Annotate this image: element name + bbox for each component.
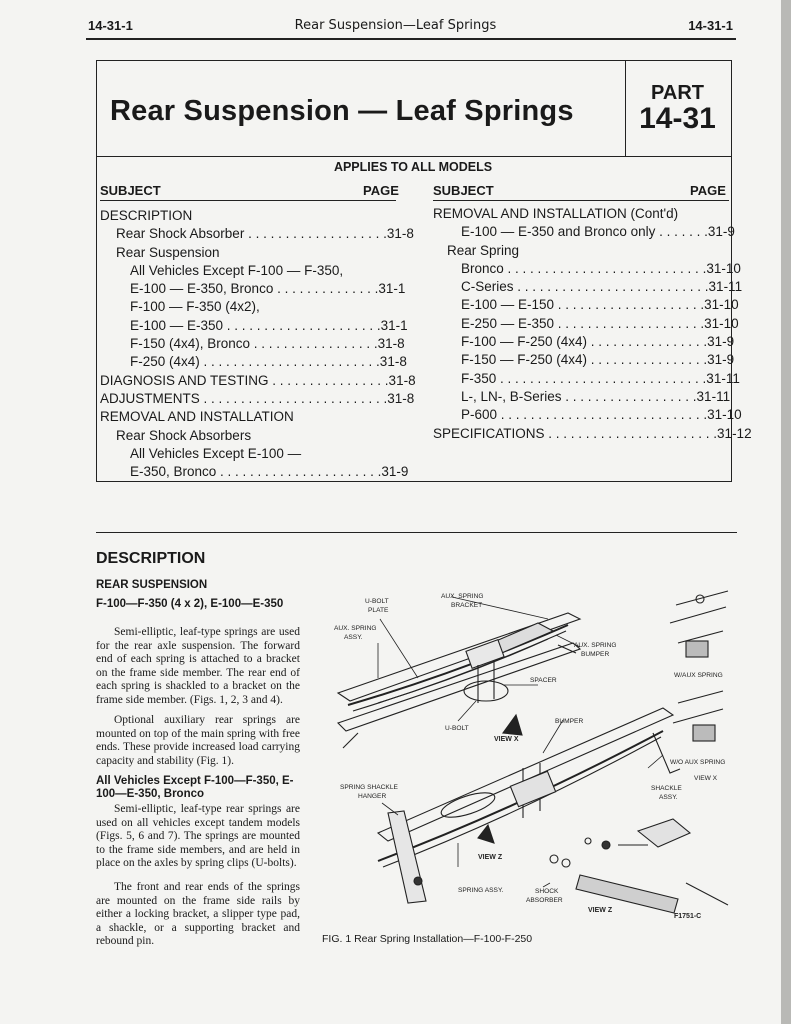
toc-entry: Rear Shock Absorbers	[116, 427, 252, 443]
rear-suspension-heading: REAR SUSPENSION	[96, 579, 208, 591]
toc-entry: All Vehicles Except E-100 —	[130, 445, 302, 461]
toc-entry: F-350 . . . . . . . . . . . . . . . . . . . . . . . . . . . .31-11	[461, 370, 740, 386]
part-number: 14-31	[639, 102, 716, 135]
toc-entry: E-100 — E-350 . . . . . . . . . . . . . . . . . . . . .31-1	[130, 317, 408, 333]
spring-assy-label: SPRING ASSY.	[458, 887, 504, 894]
no-aux-bumper-inset	[693, 725, 715, 741]
spacer-label: SPACER	[530, 677, 557, 684]
toc-entry: E-100 — E-350 and Bronco only . . . . . . .31-9	[461, 224, 735, 240]
figure-id: F1751-C	[674, 913, 702, 920]
view-z-arrow	[478, 825, 494, 843]
toc-entry: Bronco . . . . . . . . . . . . . . . . . . . . . . . . . . .31-10	[461, 260, 741, 276]
toc-entry: L-, LN-, B-Series . . . . . . . . . . . . . . . . . .31-11	[461, 388, 731, 404]
part-label: PART	[651, 82, 704, 104]
applies-to: APPLIES TO ALL MODELS	[333, 160, 493, 174]
toc-entry: REMOVAL AND INSTALLATION (Cont'd)	[433, 206, 679, 221]
aux-bracket-label: BRACKET	[451, 602, 483, 609]
aux-assy-label: AUX. SPRING	[334, 625, 377, 632]
axle-housing	[464, 681, 508, 701]
washer	[562, 859, 570, 867]
subject-heading-left: SUBJECT	[100, 183, 161, 198]
title-divider	[96, 156, 731, 157]
toc-entry: P-600 . . . . . . . . . . . . . . . . . . . . . . . . . . . .31-10	[461, 407, 742, 423]
shock-absorber-label: ABSORBER	[526, 897, 563, 904]
view-z-inset-label: VIEW Z	[588, 907, 613, 914]
aux-spring-inset-frame	[670, 591, 728, 643]
toc-entry: DESCRIPTION	[100, 208, 193, 223]
nut	[585, 838, 591, 844]
header-page-number-right: 14-31-1	[688, 18, 733, 33]
description-heading: DESCRIPTION	[96, 550, 206, 567]
without-aux-label: W/O AUX SPRING	[670, 759, 726, 766]
toc-entry: All Vehicles Except F-100 — F-350,	[130, 262, 344, 278]
shackle-hanger-label: HANGER	[358, 793, 387, 800]
washer	[550, 855, 558, 863]
ubolt-plate-label: PLATE	[368, 607, 389, 614]
toc-entry: SPECIFICATIONS . . . . . . . . . . . . . . . . . . . . . . .31-12	[433, 425, 752, 441]
shackle-bolt	[414, 877, 422, 885]
toc-entry: E-100 — E-150 . . . . . . . . . . . . . . . . . . . .31-10	[461, 297, 739, 313]
shackle-assy-label: SHACKLE	[651, 785, 682, 792]
toc-entry: C-Series . . . . . . . . . . . . . . . . . . . . . . . . . .31-11	[461, 279, 743, 295]
aux-spring-paragraph: Optional auxiliary rear springs are mounted on top of the main spring with free ends. These provide increased load carrying capacity and stability (Fig. 1).	[96, 714, 300, 767]
aux-bumper-label: AUX. SPRING	[574, 642, 617, 649]
toc-entry: E-350, Bronco . . . . . . . . . . . . . . . . . . . . . .31-9	[130, 464, 409, 480]
all-vehicles-heading: All Vehicles Except F-100—F-350, E-100—E-350, Bronco	[96, 775, 294, 800]
frame-rail-middle	[378, 708, 673, 841]
toc-entry: E-250 — E-350 . . . . . . . . . . . . . . . . . . . .31-10	[461, 315, 739, 331]
aux-bumper-inset	[686, 641, 708, 657]
page-edge-shadow	[781, 0, 791, 1024]
section-rule	[96, 532, 737, 533]
toc-entry: F-100 — F-250 (4x4) . . . . . . . . . . . . . . . .31-9	[461, 334, 735, 350]
f100-paragraph: Semi-elliptic, leaf-type springs are used for the rear axle suspension. The forward end of each spring is attached to a bracket on the frame side member. The rear end of each spring is shackled to a bracket on the frame side member. (Figs. 1, 2, 3 and 4).	[96, 626, 300, 706]
toc-entry: Rear Shock Absorber . . . . . . . . . . . . . . . . . . .31-8	[116, 226, 414, 242]
subject-heading-right: SUBJECT	[433, 183, 494, 198]
view-z-label: VIEW Z	[478, 854, 503, 861]
toc-entry: F-100 — F-350 (4x2),	[130, 299, 260, 315]
toc-entry: F-150 (4x4), Bronco . . . . . . . . . . . . . . . . .31-8	[130, 336, 405, 352]
view-x-label: VIEW X	[494, 736, 519, 743]
view-x-arrow	[503, 715, 522, 735]
toc-rule-left	[100, 200, 396, 201]
shackle-hanger	[388, 811, 426, 903]
toc-entry: F-150 — F-250 (4x4) . . . . . . . . . . . . . . . .31-9	[461, 352, 735, 368]
toc-entry: ADJUSTMENTS . . . . . . . . . . . . . . . . . . . . . . . . .31-8	[100, 390, 415, 406]
view-x-inset-label: VIEW X	[694, 775, 718, 782]
ubolt-plate	[466, 640, 504, 669]
shock-bracket	[638, 819, 690, 847]
toc-entry: Rear Spring	[447, 242, 520, 258]
toc-entry: REMOVAL AND INSTALLATION	[100, 409, 294, 425]
header-rule	[86, 38, 736, 40]
no-aux-inset-frame	[673, 691, 723, 723]
bushing	[602, 841, 610, 849]
header-page-number-left: 14-31-1	[88, 18, 133, 33]
shackle-hanger-label: SPRING SHACKLE	[340, 784, 398, 791]
aux-bumper-label: BUMPER	[581, 651, 610, 658]
leaf-spring-3	[378, 639, 548, 703]
toc-entry: E-100 — E-350, Bronco . . . . . . . . . . . . . .31-1	[130, 281, 406, 297]
ubolt-plate-label: U-BOLT	[365, 598, 389, 605]
figure-caption: FIG. 1 Rear Spring Installation—F-100-F-250	[322, 933, 533, 945]
toc-rule-right	[433, 200, 729, 201]
page-heading-right: PAGE	[690, 183, 726, 198]
aux-assy-label: ASSY.	[344, 634, 363, 641]
spring-ends-paragraph: The front and rear ends of the springs are mounted on the frame side rails by either a locking bracket, a slipper type pad, a shackle, or a supporting bracket and rebound pin.	[96, 881, 300, 948]
toc-right-column	[433, 205, 752, 443]
page-heading-left: PAGE	[363, 183, 399, 198]
header-title: Rear Suspension—Leaf Springs	[294, 18, 497, 33]
all-vehicles-paragraph: Semi-elliptic, leaf-type rear springs are used on all vehicles except tandem models (Figs. 5, 6 and 7). The springs are mounted to the frame side members, and are held in place on the axles by spring clips (U-bolts).	[96, 803, 300, 870]
toc-entry: F-250 (4x4) . . . . . . . . . . . . . . . . . . . . . . . .31-8	[130, 354, 407, 370]
toc-entry: Rear Suspension	[116, 244, 220, 260]
toc-entry: DIAGNOSIS AND TESTING . . . . . . . . . . . . . . . .31-8	[100, 372, 416, 388]
f100-heading: F-100—F-350 (4 x 2), E-100—E-350	[96, 598, 284, 610]
aux-bracket-label: AUX. SPRING	[441, 593, 484, 600]
shock-absorber-label: SHOCK	[535, 888, 559, 895]
lower-spring-seat	[510, 771, 555, 806]
page-title: Rear Suspension — Leaf Springs	[110, 95, 574, 127]
bumper-label: BUMPER	[555, 718, 584, 725]
shackle-assy-label: ASSY.	[659, 794, 678, 801]
rear-spring-installation-figure	[318, 583, 748, 928]
toc-left-column	[100, 207, 416, 481]
ubolt-label: U-BOLT	[445, 725, 469, 732]
frame-rail-lower	[338, 643, 580, 731]
with-aux-label: W/AUX SPRING	[674, 672, 723, 679]
leaf-spring-2	[353, 631, 566, 711]
